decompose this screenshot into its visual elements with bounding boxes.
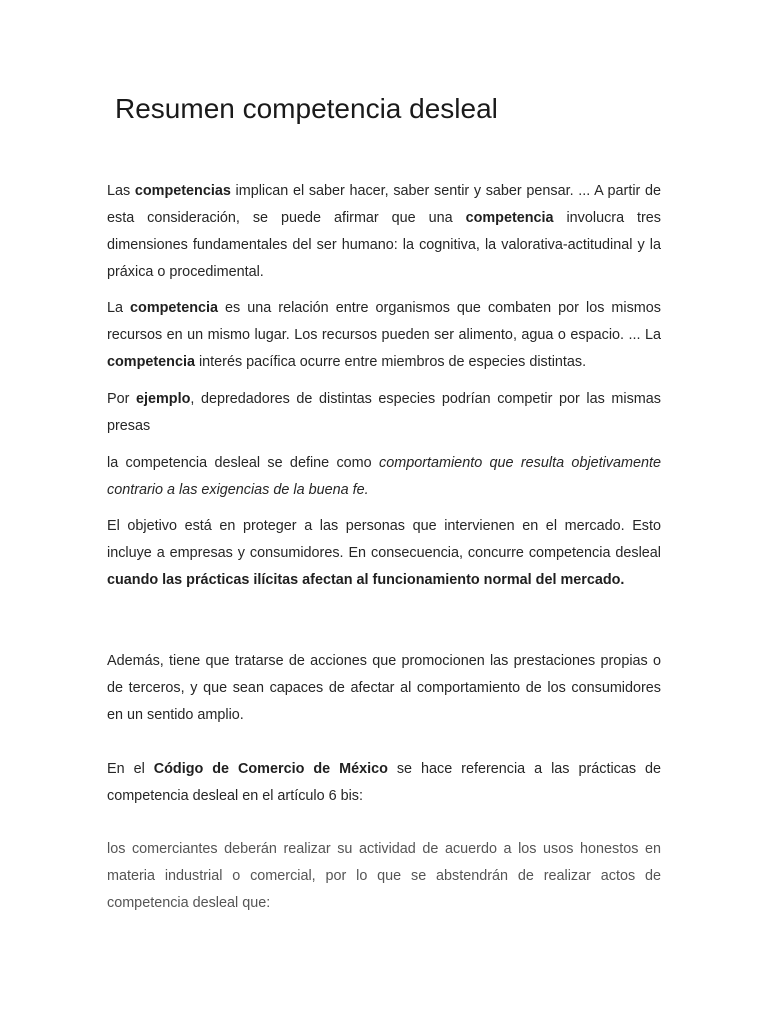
text-run: Las [107,183,135,199]
paragraph-definition-desleal [107,450,661,504]
text-run: Por [107,391,136,407]
text-run: En el [107,761,154,777]
bold-term: competencias [134,183,231,199]
text-run: es una relación entre organismos que combaten por los mismos recursos en un mismo lugar. Los recursos pueden ser alimento, agua o espacio. ... La [107,300,661,343]
paragraph-competencias-definition [107,178,661,286]
paragraph-ademas [107,648,661,729]
text-run: implican el saber hacer, saber sentir y saber pensar. ... A partir de esta consideración, se puede afirmar que una [107,183,662,226]
paragraph-competencia-biology [107,295,661,376]
text-run: La [107,300,131,316]
bold-term: Código de Comercio de México [153,761,388,777]
text-run: Además, tiene que tratarse de acciones que promocionen las prestaciones propias o de terceros, y que sean capaces de afectar al comportamiento de los consumidores en un sentido amplio. [107,653,661,723]
bold-term: competencia [130,300,219,316]
paragraph-objetivo [107,513,661,594]
bold-phrase: cuando las prácticas ilícitas afectan al funcionamiento normal del mercado. [107,572,625,588]
italic-quote: comportamiento que resulta objetivamente contrario a las exigencias de la buena fe. [107,455,662,498]
bold-term: ejemplo [136,391,191,407]
paragraph-articulo-quote [107,836,661,917]
page-title: Resumen competencia desleal [115,93,498,124]
paragraph-codigo-comercio [107,756,661,810]
bold-term: competencia [107,354,195,370]
text-run: los comerciantes deberán realizar su actividad de acuerdo a los usos honestos en materia industrial o comercial, por lo que se abstendrán de realizar actos de competencia desleal que: [107,841,661,911]
text-run: se hace referencia a las prácticas de competencia desleal en el artículo 6 bis: [107,761,662,804]
text-run: interés pacífica ocurre entre miembros de especies distintas. [194,354,587,370]
bold-term: competencia [465,210,554,226]
paragraph-ejemplo [107,386,661,440]
text-run: El objetivo está en proteger a las personas que intervienen en el mercado. Esto incluye a empresas y consumidores. En consecuencia, concurre competencia desleal [107,518,661,561]
text-run: involucra tres dimensiones fundamentales del ser humano: la cognitiva, la valorativa-actitudinal y la práxica o procedimental. [107,210,661,280]
text-run: la competencia desleal se define como [107,455,380,471]
text-run: , depredadores de distintas especies podrían competir por las mismas presas [107,391,661,434]
